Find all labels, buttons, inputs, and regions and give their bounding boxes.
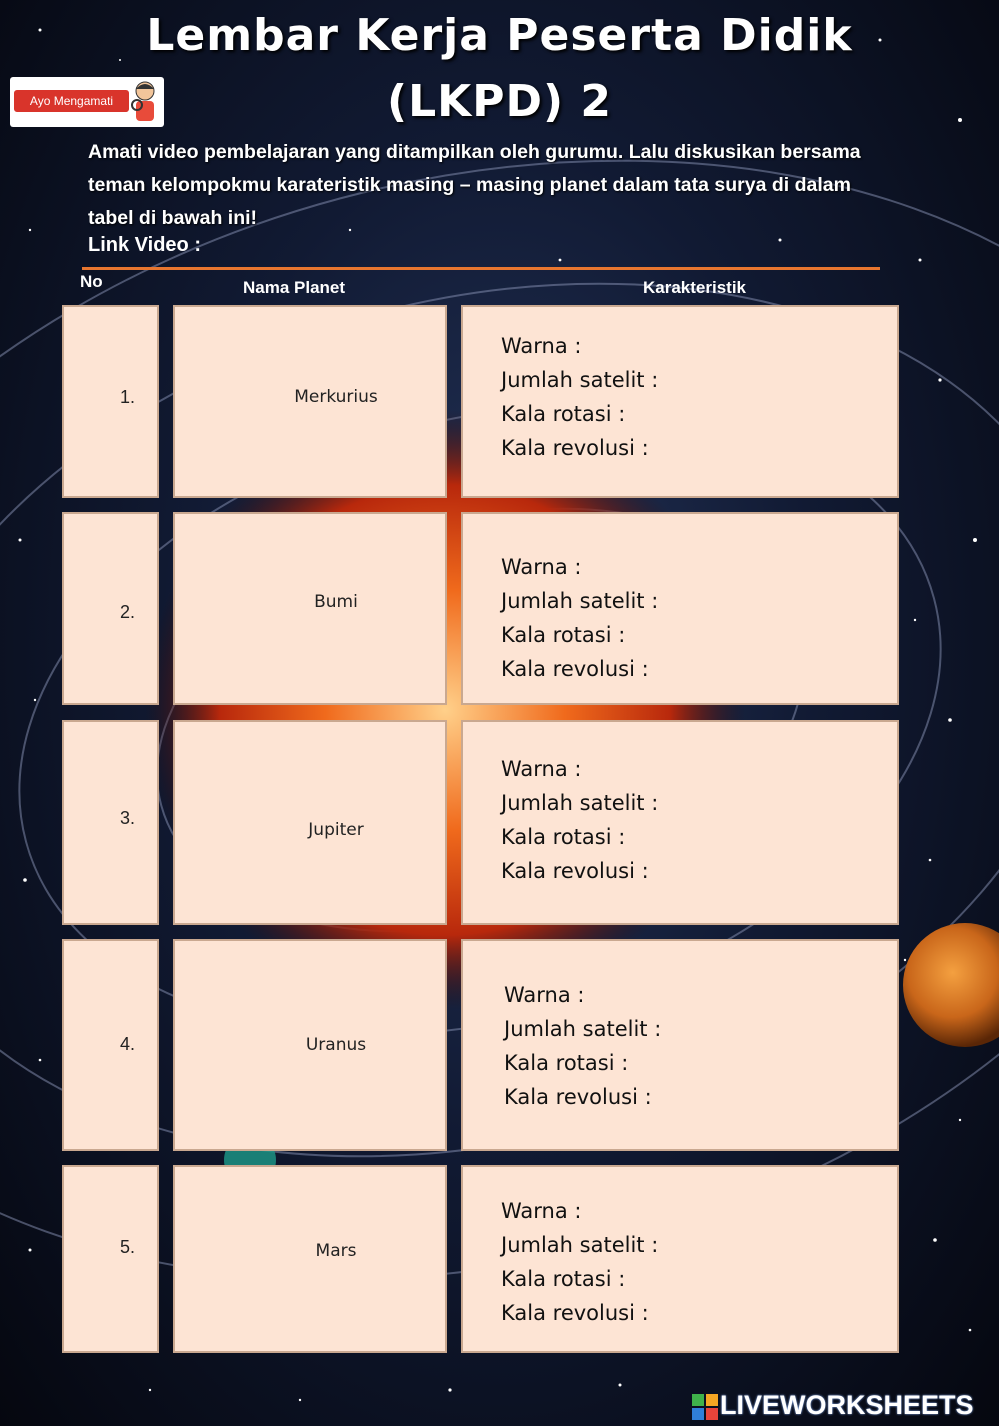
karakteristik-cell xyxy=(461,720,899,925)
karakteristik-cell xyxy=(461,305,899,498)
rotasi-field: Kala rotasi : xyxy=(501,825,626,849)
no-cell xyxy=(62,1165,159,1353)
liveworksheets-logo-icon xyxy=(692,1394,718,1420)
satelit-field: Jumlah satelit : xyxy=(501,589,659,613)
revolusi-field: Kala revolusi : xyxy=(501,859,649,883)
planet-cell xyxy=(173,939,447,1151)
rotasi-field: Kala rotasi : xyxy=(504,1051,629,1075)
revolusi-field: Kala revolusi : xyxy=(501,1301,649,1325)
instruction-line: teman kelompokmu karateristik masing – masing planet dalam tata surya di dalam xyxy=(88,174,851,196)
revolusi-field: Kala revolusi : xyxy=(504,1085,652,1109)
karakteristik-cell xyxy=(461,939,899,1151)
rotasi-field: Kala rotasi : xyxy=(501,1267,626,1291)
no-cell xyxy=(62,720,159,925)
karakteristik-list xyxy=(501,329,658,465)
row-number: 3. xyxy=(120,808,136,828)
rotasi-field: Kala rotasi : xyxy=(501,623,626,647)
satelit-field: Jumlah satelit : xyxy=(501,791,659,815)
planet-name: Merkurius xyxy=(294,387,378,407)
planet-name: Uranus xyxy=(305,1035,367,1055)
instruction-line: tabel di bawah ini! xyxy=(88,207,258,229)
warna-field: Warna : xyxy=(501,555,582,579)
worksheet-title: Lembar Kerja Peserta Didik xyxy=(146,10,853,61)
karakteristik-cell xyxy=(461,512,899,705)
ayo-mengamati-badge xyxy=(10,77,164,127)
karakteristik-list xyxy=(501,752,658,888)
instructions xyxy=(88,136,928,235)
satelit-field: Jumlah satelit : xyxy=(504,1017,662,1041)
worksheet-subtitle: (LKPD) 2 xyxy=(386,76,613,127)
planet-cell xyxy=(173,1165,447,1353)
warna-field: Warna : xyxy=(501,1199,582,1223)
revolusi-field: Kala revolusi : xyxy=(501,657,649,681)
planet-name: Bumi xyxy=(314,592,358,612)
planet-cell xyxy=(173,512,447,705)
instruction-line: Amati video pembelajaran yang ditampilkan oleh gurumu. Lalu diskusikan bersama xyxy=(88,141,861,163)
planet-name: Mars xyxy=(315,1241,357,1261)
watermark-text: LIVEWORKSHEETS xyxy=(720,1390,974,1420)
karakteristik-list xyxy=(504,978,661,1114)
no-cell xyxy=(62,939,159,1151)
warna-field: Warna : xyxy=(504,983,585,1007)
karakteristik-list xyxy=(501,550,658,686)
badge-label: Ayo Mengamati xyxy=(14,90,129,112)
row-number: 2. xyxy=(120,602,136,622)
observer-icon xyxy=(128,79,162,125)
divider xyxy=(82,267,880,270)
rotasi-field: Kala rotasi : xyxy=(501,402,626,426)
no-cell xyxy=(62,512,159,705)
satelit-field: Jumlah satelit : xyxy=(501,1233,659,1257)
liveworksheets-watermark xyxy=(692,1390,974,1421)
header-no: No xyxy=(80,272,103,291)
no-cell xyxy=(62,305,159,498)
planet-name: Jupiter xyxy=(308,820,364,840)
revolusi-field: Kala revolusi : xyxy=(501,436,649,460)
satelit-field: Jumlah satelit : xyxy=(501,368,659,392)
planet-cell xyxy=(173,305,447,498)
row-number: 5. xyxy=(120,1237,136,1257)
header-karakteristik: Karakteristik xyxy=(643,278,747,297)
karakteristik-cell xyxy=(461,1165,899,1353)
planet-cell xyxy=(173,720,447,925)
link-video-label: Link Video : xyxy=(88,234,201,256)
warna-field: Warna : xyxy=(501,334,582,358)
row-number: 4. xyxy=(120,1034,136,1054)
warna-field: Warna : xyxy=(501,757,582,781)
row-number: 1. xyxy=(120,387,136,407)
header-planet-name: Nama Planet xyxy=(243,278,346,297)
karakteristik-list xyxy=(501,1194,658,1330)
